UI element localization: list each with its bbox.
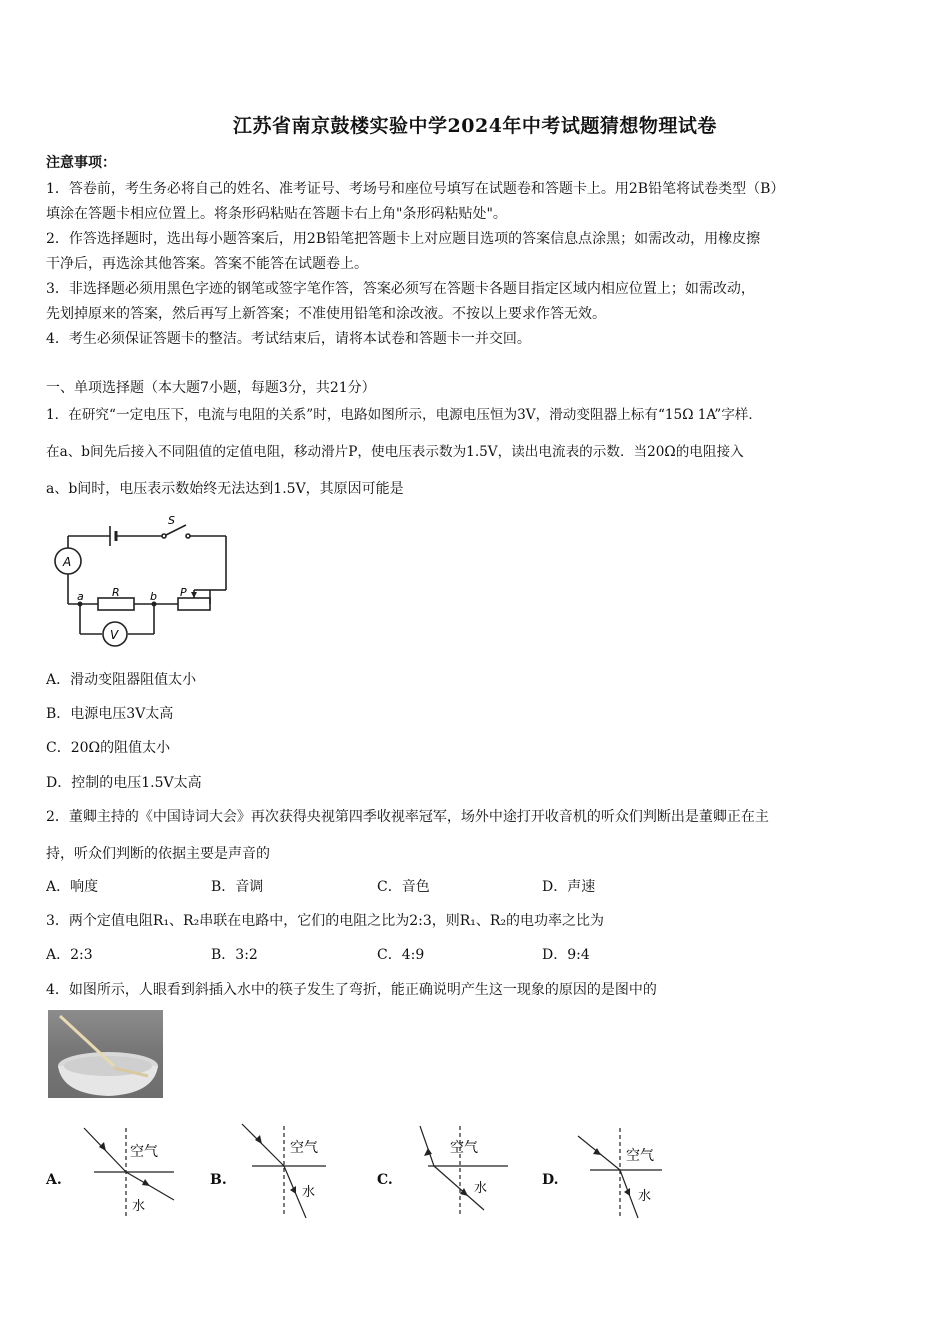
- point-a-label: a: [77, 590, 84, 603]
- question-3-option: C．4:9: [377, 947, 425, 963]
- question-1-text: 在a、b间先后接入不同阻值的定值电阻，移动滑片P，使电压表示数为1.5V，读出电流表的示数．当20Ω的电阻接入: [46, 444, 744, 460]
- water-label: 水: [638, 1189, 652, 1204]
- question-1-text: 1．在研究“一定电压下，电流与电阻的关系”时，电路如图所示，电源电压恒为3V，滑动变阻器上标有“15Ω 1A”字样．: [46, 407, 762, 423]
- air-label: 空气: [626, 1148, 654, 1164]
- water-label: 水: [474, 1181, 488, 1196]
- diagram-c: [412, 1120, 512, 1220]
- resistor-r: [98, 598, 134, 610]
- question-1-option: D．控制的电压1.5V太高: [46, 775, 202, 791]
- switch-label: S: [168, 514, 175, 527]
- water-label: 水: [302, 1185, 316, 1200]
- water-label: 水: [132, 1199, 146, 1214]
- question-2-option: B．音调: [211, 879, 264, 895]
- diagram-d-label: D.: [542, 1172, 559, 1188]
- air-label: 空气: [290, 1140, 318, 1156]
- switch-contact: [186, 534, 190, 538]
- question-2-option: C．音色: [377, 879, 430, 895]
- notice-heading: 注意事项：: [46, 155, 116, 171]
- notice-line: 4．考生必须保证答题卡的整洁。考试结束后，请将本试卷和答题卡一并交回。: [46, 331, 531, 347]
- bowl-chopstick-photo: [48, 1010, 163, 1098]
- circuit-diagram: [50, 512, 240, 652]
- air-label: 空气: [130, 1144, 158, 1160]
- slider-label: P: [180, 586, 187, 599]
- question-1-option: C．20Ω的阻值太小: [46, 740, 171, 756]
- question-2-text: 2．董卿主持的《中国诗词大会》再次获得央视第四季收视率冠军，场外中途打开收音机的听众们判断出是董卿正在主: [46, 809, 769, 825]
- section-heading: 一、单项选择题（本大题7小题，每题3分，共21分）: [46, 380, 376, 396]
- diagram-d: [574, 1120, 674, 1220]
- point-b-label: b: [150, 590, 157, 603]
- rheostat: [178, 598, 210, 610]
- air-label: 空气: [450, 1140, 478, 1156]
- question-3-option: D．9:4: [542, 947, 590, 963]
- question-1-text: a、b间时，电压表示数始终无法达到1.5V，其原因可能是: [46, 481, 404, 497]
- notice-line: 干净后，再选涂其他答案。答案不能答在试题卷上。: [46, 256, 368, 272]
- question-4-text: 4．如图所示，人眼看到斜插入水中的筷子发生了弯折，能正确说明产生这一现象的原因的是图中的: [46, 982, 657, 998]
- diagram-b-label: B.: [210, 1172, 227, 1188]
- diagram-c-label: C.: [377, 1172, 393, 1188]
- notice-line: 3．非选择题必须用黑色字迹的钢笔或签字笔作答，答案必须写在答题卡各题目指定区域内相应位置上；如需改动，: [46, 281, 755, 297]
- question-1-option: B．电源电压3V太高: [46, 706, 174, 722]
- ammeter-label: A: [63, 555, 72, 569]
- question-3-option: A．2:3: [46, 947, 93, 963]
- notice-line: 2．作答选择题时，选出每小题答案后，用2B铅笔把答题卡上对应题目选项的答案信息点涂黑；如需改动，用橡皮擦: [46, 231, 761, 247]
- question-3-text: 3．两个定值电阻R₁、R₂串联在电路中，它们的电阻之比为2:3，则R₁、R₂的电功率之比为: [46, 913, 605, 929]
- notice-line: 1．答卷前，考生务必将自己的姓名、准考证号、考场号和座位号填写在试题卷和答题卡上。用2B铅笔将试卷类型（B）: [46, 181, 785, 197]
- slider-arrow: [191, 592, 197, 598]
- notice-line: 先划掉原来的答案，然后再写上新答案；不准使用铅笔和涂改液。不按以上要求作答无效。: [46, 306, 606, 322]
- diagram-a-label: A.: [46, 1172, 62, 1188]
- question-3-option: B．3:2: [211, 947, 258, 963]
- question-2-option: D．声速: [542, 879, 596, 895]
- page-title: 江苏省南京鼓楼实验中学2024年中考试题猜想物理试卷: [233, 115, 717, 137]
- diagram-b: [236, 1120, 336, 1220]
- voltmeter-label: V: [110, 628, 119, 642]
- notice-line: 填涂在答题卡相应位置上。将条形码粘贴在答题卡右上角"条形码粘贴处"。: [46, 206, 507, 222]
- switch-contact: [162, 534, 166, 538]
- question-1-option: A．滑动变阻器阻值太小: [46, 672, 197, 688]
- question-2-text: 持，听众们判断的依据主要是声音的: [46, 846, 270, 862]
- diagram-a: [78, 1120, 178, 1220]
- question-2-option: A．响度: [46, 879, 99, 895]
- resistor-label: R: [112, 586, 120, 599]
